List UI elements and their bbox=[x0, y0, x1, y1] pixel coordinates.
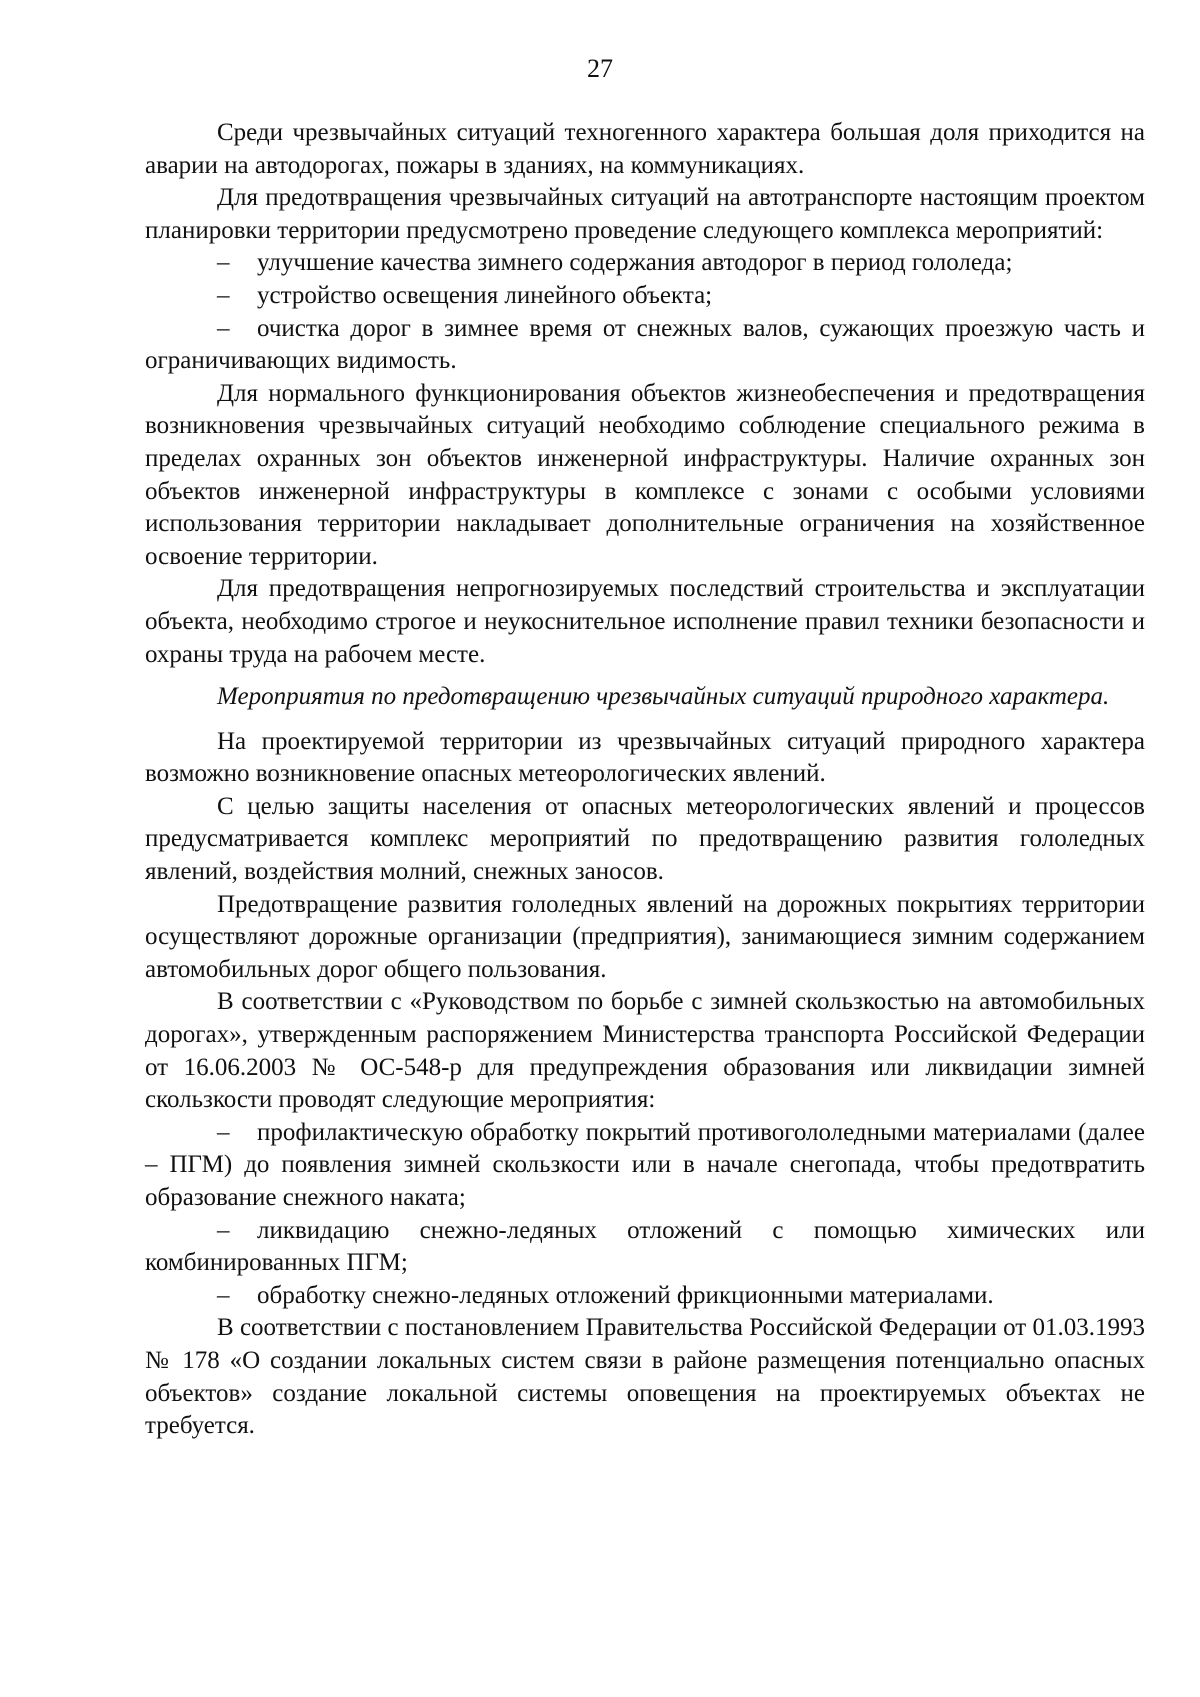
dash-marker: – bbox=[217, 281, 230, 309]
paragraph: На проектируемой территории из чрезвычайных ситуаций природного характера возможно возникновение опасных метеорологических явлений. bbox=[145, 727, 1145, 788]
paragraph: В соответствии с постановлением Правительства Российской Федерации от 01.03.1993 № 178 «О создании локальных систем связи в районе размещения потенциально опасных объектов» создание локальной системы оповещения на проектируемых объектах не требуется. bbox=[145, 1314, 1145, 1440]
list-item-text: улучшение качества зимнего содержания автодорог в период гололеда; bbox=[257, 249, 1013, 277]
paragraph: В соответствии с «Руководством по борьбе с зимней скользкостью на автомобильных дорогах», утвержденным распоряжением Министерства транспорта Российской Федерации от 16.06.2003 № ОС-548-р для предупреждения образования или ликвидации зимней скользкости проводят следующие мероприятия: bbox=[145, 988, 1145, 1114]
list-item bbox=[145, 247, 1145, 280]
dash-marker: – bbox=[217, 1281, 230, 1309]
dash-marker: – bbox=[217, 314, 230, 342]
list-item-text: обработку снежно-ледяных отложений фрикционными материалами. bbox=[257, 1281, 994, 1309]
dash-marker: – bbox=[217, 1216, 230, 1244]
page-number: 27 bbox=[587, 54, 613, 83]
list-item bbox=[145, 1117, 1145, 1215]
dash-marker: – bbox=[217, 249, 230, 277]
list-item-text: профилактическую обработку покрытий противогололедными материалами (далее – ПГМ) до появления зимней скользкости или в начале снегопада, чтобы предотвратить образование снежного наката; bbox=[145, 1118, 1145, 1211]
list-item bbox=[145, 1215, 1145, 1280]
paragraph: Для предотвращения чрезвычайных ситуаций на автотранспорте настоящим проектом планировки территории предусмотрено проведение следующего комплекса мероприятий: bbox=[145, 184, 1145, 244]
dash-marker: – bbox=[217, 1118, 230, 1146]
paragraph: С целью защиты населения от опасных метеорологических явлений и процессов предусматривается комплекс мероприятий по предотвращению развития гололедных явлений, воздействия молний, снежных заносов. bbox=[145, 792, 1145, 886]
section-heading: Мероприятия по предотвращению чрезвычайных ситуаций природного характера. bbox=[217, 683, 1110, 711]
list-item-text: очистка дорог в зимнее время от снежных валов, сужающих проезжую часть и ограничивающих видимость. bbox=[145, 314, 1145, 375]
list-item bbox=[145, 1280, 1145, 1313]
paragraph: Среди чрезвычайных ситуаций техногенного характера большая доля приходится на аварии на автодорогах, пожары в зданиях, на коммуникациях. bbox=[145, 119, 1145, 179]
list-item-text: устройство освещения линейного объекта; bbox=[257, 281, 713, 309]
list-item-text: ликвидацию снежно-ледяных отложений с помощью химических или комбинированных ПГМ; bbox=[145, 1216, 1145, 1277]
paragraph: Для предотвращения непрогнозируемых последствий строительства и эксплуатации объекта, необходимо строгое и неукоснительное исполнение правил техники безопасности и охраны труда на рабочем месте. bbox=[145, 575, 1145, 668]
paragraph: Для нормального функционирования объектов жизнеобеспечения и предотвращения возникновения чрезвычайных ситуаций необходимо соблюдение специального режима в пределах охранных зон объектов инженерной инфраструктуры. Наличие охранных зон объектов инженерной инфраструктуры в комплексе с зонами с особыми условиями использования территории накладывает дополнительные ограничения на хозяйственное освоение территории. bbox=[145, 379, 1145, 570]
list-item bbox=[145, 280, 1145, 313]
document-body bbox=[145, 117, 1145, 1443]
list-item bbox=[145, 313, 1145, 378]
paragraph: Предотвращение развития гололедных явлений на дорожных покрытиях территории осуществляют дорожные организации (предприятия), занимающиеся зимним содержанием автомобильных дорог общего пользования. bbox=[145, 890, 1145, 983]
